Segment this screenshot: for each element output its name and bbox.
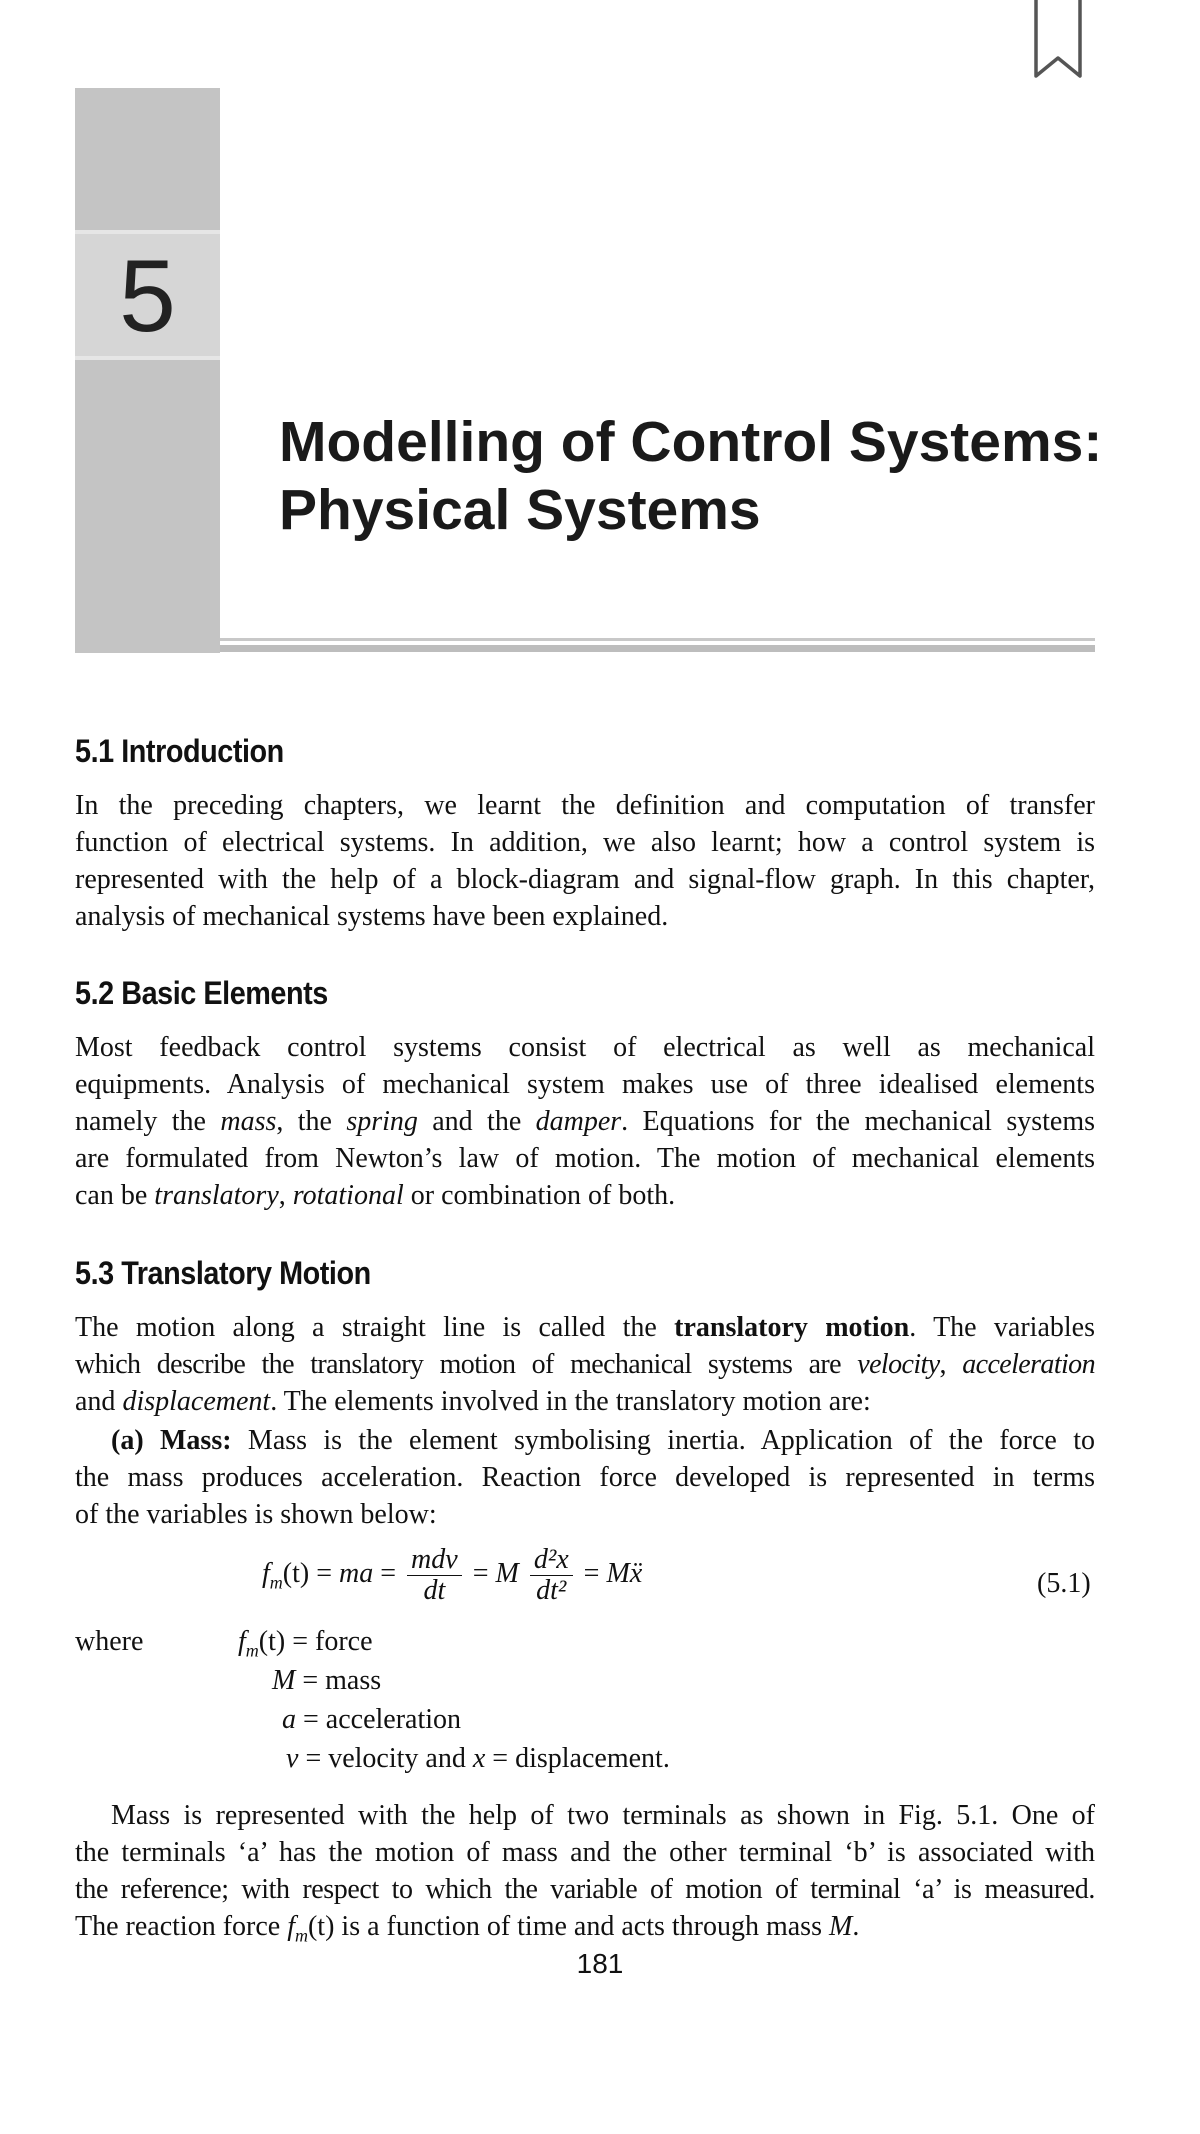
basic-elements-paragraph xyxy=(75,1029,1095,1214)
paragraph-line: function of electrical systems. In addition, we also learnt; how a control system is xyxy=(75,827,1095,858)
paragraph-line: The reaction force $f_m(t)$ is a function of time and acts through mass M. xyxy=(75,1911,860,1946)
chapter-title-line-2: Physical Systems xyxy=(279,478,761,542)
chapter-number: 5 xyxy=(119,239,176,353)
section-heading-basic-elements: 5.2 Basic Elements xyxy=(75,975,328,1011)
paragraph-line: which describe the translatory motion of mechanical systems are velocity, acceleration xyxy=(75,1349,1095,1380)
paragraph-line: Most feedback control systems consist of electrical as well as mechanical xyxy=(75,1032,1095,1063)
paragraph-line: The motion along a straight line is called the translatory motion. The variables xyxy=(75,1312,1095,1343)
paragraph-line: Mass is represented with the help of two terminals as shown in Fig. 5.1. One of xyxy=(111,1800,1095,1831)
paragraph-line: namely the mass, the spring and the damper. Equations for the mechanical systems xyxy=(75,1106,1095,1137)
paragraph-line: In the preceding chapters, we learnt the definition and computation of transfer xyxy=(75,790,1095,821)
chapter-side-block xyxy=(75,88,220,653)
chapter-title-line-1: Modelling of Control Systems: xyxy=(279,410,1103,474)
where-force: $f_m(t)$ = force xyxy=(238,1626,373,1661)
paragraph-line: the terminals ‘a’ has the motion of mass and the other terminal ‘b’ is associated with xyxy=(75,1837,1095,1868)
equation-5-1: $f_m(t)$ = ma = $\frac{\text{mdv}}{dt}$ = M $\frac{\text{d²x}}{\text{dt²}}$ = Mẍ xyxy=(262,1544,643,1606)
paragraph-line: of the variables is shown below: xyxy=(75,1499,437,1530)
section-heading-introduction: 5.1 Introduction xyxy=(75,733,284,769)
where-label: where xyxy=(75,1626,144,1657)
translatory-motion-paragraph xyxy=(75,1309,1095,1420)
chapter-divider xyxy=(220,638,1095,641)
chapter-title xyxy=(279,408,1103,544)
equation-number: (5.1) xyxy=(1037,1568,1091,1599)
where-velocity-displacement: v = velocity and x = displacement. xyxy=(286,1743,670,1774)
paragraph-line: are formulated from Newton’s law of motion. The motion of mechanical elements xyxy=(75,1143,1095,1174)
mass-terminals-paragraph xyxy=(75,1797,1095,1955)
paragraph-line: the reference; with respect to which the variable of motion of terminal ‘a’ is measured. xyxy=(75,1874,1095,1905)
paragraph-line: (a) Mass: Mass is the element symbolising inertia. Application of the force to xyxy=(111,1425,1095,1456)
chapter-divider-thick xyxy=(220,645,1095,652)
mass-paragraph xyxy=(75,1422,1095,1533)
bookmark-icon[interactable] xyxy=(1030,0,1086,82)
page-number: 181 xyxy=(576,1948,624,1979)
paragraph-line: equipments. Analysis of mechanical system makes use of three idealised elements xyxy=(75,1069,1095,1100)
fraction-mdv-dt: $\frac{\text{mdv}}{dt}$ xyxy=(407,1545,462,1606)
paragraph-line: analysis of mechanical systems have been explained. xyxy=(75,901,669,932)
introduction-paragraph xyxy=(75,787,1095,935)
paragraph-line: can be translatory, rotational or combination of both. xyxy=(75,1180,676,1211)
where-mass: M = mass xyxy=(272,1665,382,1696)
paragraph-line: represented with the help of a block-diagram and signal-flow graph. In this chapter, xyxy=(75,864,1095,895)
fraction-d2x-dt2: $\frac{\text{d²x}}{\text{dt²}}$ xyxy=(530,1545,573,1606)
paragraph-line: and displacement. The elements involved in the translatory motion are: xyxy=(75,1386,871,1417)
where-acceleration: a = acceleration xyxy=(282,1704,462,1735)
paragraph-line: the mass produces acceleration. Reaction force developed is represented in terms xyxy=(75,1462,1095,1493)
section-heading-translatory-motion: 5.3 Translatory Motion xyxy=(75,1255,371,1291)
